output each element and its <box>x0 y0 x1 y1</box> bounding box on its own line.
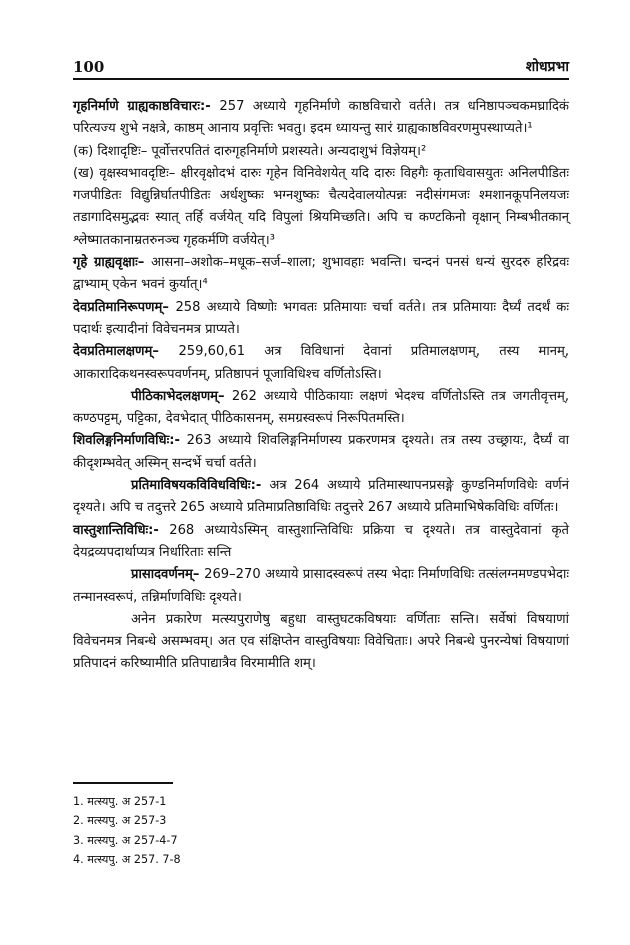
paragraph <box>73 475 569 520</box>
paragraph-text: (ख) वृक्षस्वभावदृष्टिः– क्षीरवृक्षोदभं दारुः गृहेन विनिवेशयेत् यदि दारुः विहगैः कृताधिवासयुतः अनिलपीडितः गजपीडितः विद्युन्निर्घातपीडितः अर्धशुष्कः भग्नशुष्कः चैत्यदेवालयोत्पन्नः नदीसंगमजः श्मशानकूपनिलयजः तडागादिसमुद्भवः स्यात् तर्हि वर्जयेत् यदि विपुलां श्रियमिच्छति। अपि च कण्टकिनो वृक्षान् निम्बभीतकान् श्लेष्मातकानाम्रतरुनञ्च गृहकर्मणि वर्जयेत्।³ <box>73 165 569 248</box>
paragraph-text: अत्र 264 अध्याये प्रतिमास्थापनप्रसङ्गे कुण्डनिर्माणविधेः वर्णनं दृश्यते। अपि च तदुत्तरे 265 अध्याये प्रतिमाप्रतिष्ठाविधिः तदुत्तरे 267 अध्याये प्रतिमाभिषेकविधिः वर्णितः। <box>73 478 569 516</box>
heading-separator: :- <box>250 478 270 494</box>
paragraph-text: अनेन प्रकारेण मत्स्यपुराणेषु बहुधा वास्तुघटकविषयाः वर्णिताः सन्ति। सर्वेषां विषयाणां विवेचनमत्र निबन्धे असम्भवम्। अत एव संक्षिप्तेन वास्तुविषयाः विवेचिताः। अपरे निबन्धे पुनरन्येषां विषयाणां प्रतिपादनं करिष्यामीति प्रतिपाद्यात्रैव विरमामीति शम्। <box>73 611 569 672</box>
paragraph-text: 259,60,61 अत्र विविधानां देवानां प्रतिमालक्षणम्, तस्य मानम्, आकारादिकथनस्वरूपवर्णनम्, प्रतिष्ठापनं पूजाविधिश्च वर्णितोऽस्ति। <box>73 344 569 382</box>
heading-separator: :- <box>200 99 220 114</box>
paragraph-text: 257 अध्याये गृहनिर्माणे काष्ठविचारो वर्तते। तत्र धनिष्ठापञ्चकमघ्रादिकं परित्यज्य शुभे नक्षत्रे, काष्ठम् आनाय प्रवृत्तिः भवतु। इदम ध्यायन्तु सारं ग्राह्यकाष्ठविवरणमुपस्थाप्यते।¹ <box>73 99 569 137</box>
heading-separator: – <box>152 344 179 360</box>
section-heading: प्रासादवर्णनम् <box>131 567 193 583</box>
section-heading: गृहे ग्राह्यवृक्षाः <box>73 255 138 271</box>
header-rule <box>73 78 569 80</box>
paragraph <box>73 163 569 252</box>
section-heading: देवप्रतिमानिरूपणम् <box>73 299 163 315</box>
footnote: 2. मत्स्यपु. अ 257-3 <box>73 814 167 828</box>
section-heading: पीठिकाभेदलक्षणम् <box>131 388 218 404</box>
section-heading: गृहनिर्माणे ग्राह्यकाष्ठविचारः <box>73 99 201 114</box>
paragraph <box>73 564 569 609</box>
paragraph <box>73 297 569 342</box>
paragraph <box>73 96 569 141</box>
paragraph-text: 263 अध्याये शिवलिङ्गनिर्माणस्य प्रकरणमत्र दृश्यते। तत्र तस्य उच्छ्रायः, दैर्घ्यं वा कीदृशम्भवेत् अस्मिन् सन्दर्भे चर्चा वर्तते। <box>73 433 569 471</box>
paragraph <box>73 609 569 676</box>
paragraph <box>73 520 569 565</box>
section-heading: वास्तुशान्तिविधिः <box>73 522 149 538</box>
paragraph-text: 268 अध्यायेऽस्मिन् वास्तुशान्तिविधिः प्रक्रिया च दृश्यते। तत्र वास्तुदेवानां कृते देयद्रव्यपदार्थाप्यत्र निर्धारिताः सन्ति <box>73 522 569 560</box>
paragraph <box>73 252 569 297</box>
section-heading: प्रतिमाविषयकविविधविधिः <box>131 478 251 494</box>
paragraph <box>73 141 569 163</box>
paragraph <box>73 386 569 431</box>
paragraph-text: (क) दिशादृष्टिः– पूर्वोत्तरपतितं दारुगृहनिर्माणे प्रशस्यते। अन्यदाशुभं विज्ञेयम्।² <box>73 143 427 159</box>
footnote: 3. मत्स्यपु. अ 257-4-7 <box>73 833 178 847</box>
paragraph <box>73 430 569 475</box>
heading-separator: :- <box>148 522 170 538</box>
paragraph-text: 258 अध्याये विष्णोः भगवतः प्रतिमायाः चर्चा वर्तते। तत्र प्रतिमायाः दैर्घ्यं तदर्थं कः पदार्थः इत्यादीनां विवेचनमत्र प्राप्यते। <box>73 299 569 337</box>
paragraph <box>73 341 569 386</box>
paragraph-text: आसना–अशोक–मधूक–सर्ज–शाला; शुभावहाः भवन्ति। चन्दनं पनसं धन्यं सुरदरु हरिद्रवः द्वाभ्याम् एकेन भवनं कुर्यात्।⁴ <box>73 255 569 293</box>
heading-separator: – <box>137 255 151 271</box>
body-text <box>73 96 569 676</box>
footnote: 4. मत्स्यपु. अ 257. 7-8 <box>73 852 181 866</box>
page-header <box>73 50 569 76</box>
paragraph-text: 262 अध्याये पीठिकायाः लक्षणं भेदश्च वर्णितोऽस्ति तत्र जगतीवृत्तम्, कण्ठपट्टम्, पट्टिका, देवभेदात् पीठिकासनम्, समग्रस्वरूपं निरूपितमस्ति। <box>73 388 569 427</box>
page-number: 100 <box>73 58 105 76</box>
heading-separator: :- <box>169 433 187 449</box>
footnotes <box>73 792 373 869</box>
paragraph-text: 269–270 अध्याये प्रासादस्वरूपं तस्य भेदाः निर्माणविधिः तत्संलग्नमण्डपभेदाः तन्मानस्वरूपं, तन्निर्माणविधिः दृश्यते। <box>73 567 569 605</box>
heading-separator: – <box>218 388 232 404</box>
section-heading: देवप्रतिमालक्षणम् <box>73 344 153 360</box>
footnote: 1. मत्स्यपु. अ 257-1 <box>73 795 167 808</box>
heading-separator: – <box>162 299 176 315</box>
footnote-rule <box>73 782 173 784</box>
section-heading: शिवलिङ्गनिर्माणविधिः <box>73 433 170 449</box>
heading-separator: – <box>192 567 205 583</box>
running-title: शोधप्रभा <box>525 59 569 75</box>
